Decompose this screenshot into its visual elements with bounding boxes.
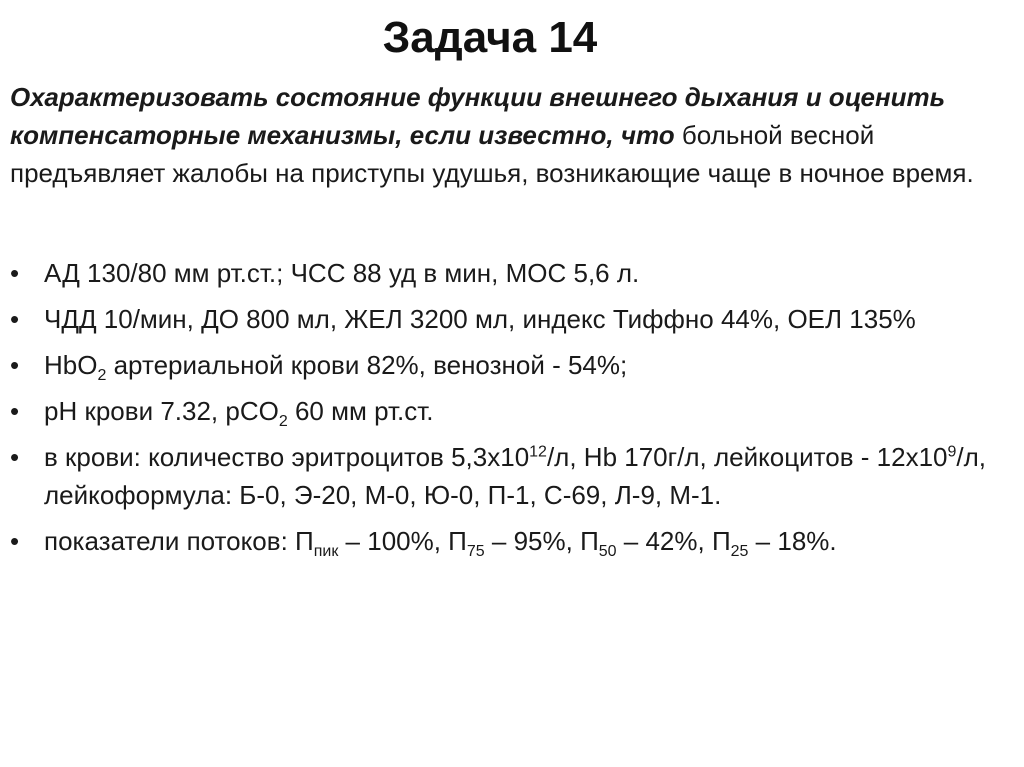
task-context: больной весной предъявляет жалобы на приступы удушья, возникающие чаще в ночное время.: [10, 120, 974, 188]
bullet-icon: •: [10, 304, 20, 334]
bullet-icon: •: [10, 526, 20, 556]
list-item: • АД 130/80 мм рт.ст.; ЧСС 88 уд в мин, МОС 5,6 л.: [0, 254, 1010, 292]
list-item: • в крови: количество эритроцитов $5,3х10^{12}/л$, Hb 170г/л, лейкоцитов - $12х10^9/л$, лейкоформула: Б-0, Э-20, М-0, Ю-0, П-1, С-69, Л-9, М-1.: [0, 438, 1010, 514]
list-item: • HbO$_2$ артериальной крови 82%, венозной - 54%;: [0, 346, 1010, 384]
slide-title: Задача 14: [382, 13, 598, 62]
list-item: • pH крови 7.32, pCO$_2$ 60 мм рт.ст.: [0, 392, 1010, 430]
bullet-icon: •: [10, 350, 20, 380]
bullet-icon: •: [10, 396, 20, 426]
task-description: [10, 78, 1000, 192]
task-statement: Охарактеризовать состояние функции внешнего дыхания и оценить компенсаторные механизмы, если известно, что: [10, 82, 946, 150]
list-item: • ЧДД 10/мин, ДО 800 мл, ЖЕЛ 3200 мл, индекс Тиффно 44%, ОЕЛ 135%: [0, 300, 1010, 338]
list-item: • показатели потоков: $П_{пик} - 100\%$, $П_{75} - 95\%$, $П_{50} - 42\%$, $П_{25} - 18\%$.: [0, 522, 1010, 560]
bullet-icon: •: [10, 258, 20, 288]
findings-list: [0, 254, 1010, 568]
bullet-icon: •: [10, 442, 20, 472]
